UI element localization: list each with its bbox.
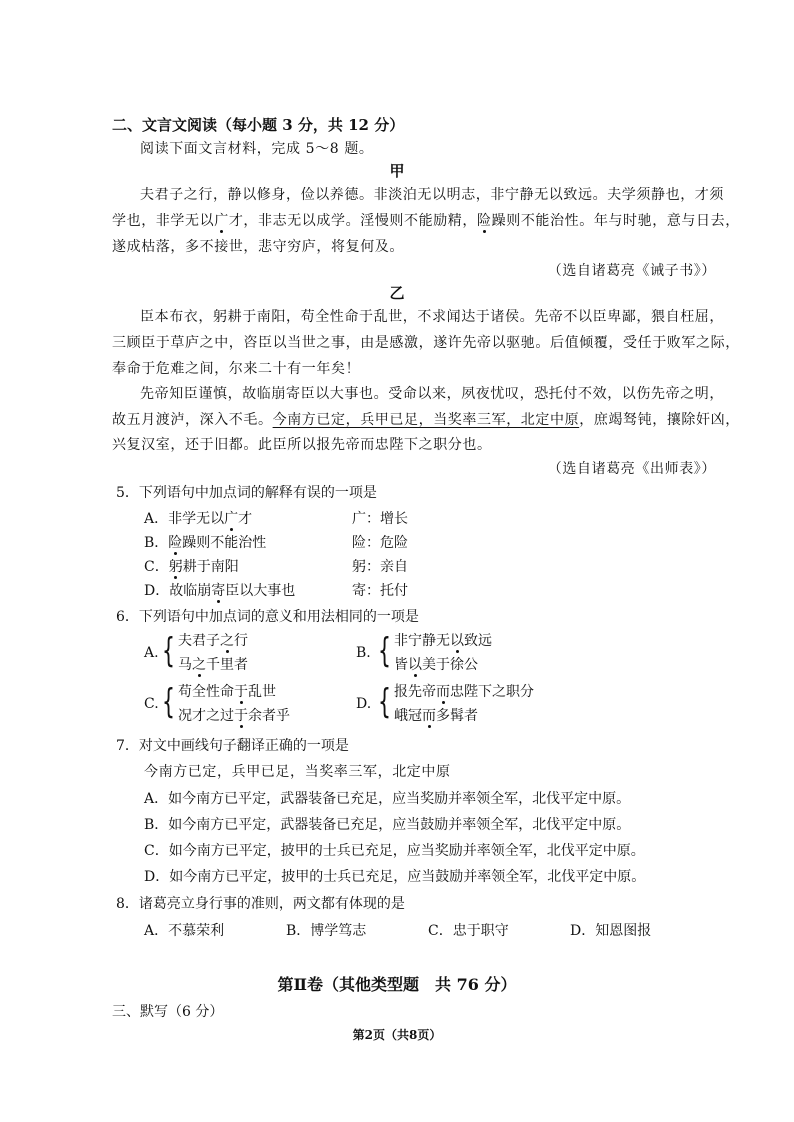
q6-option-c-line2: 况才之过于余者乎 (178, 708, 290, 724)
passage-b-line: 三顾臣于草庐之中，咨臣以当世之事，由是感激，遂许先帝以驱驰。后值倾覆，受任于败军之际， (112, 335, 740, 351)
underlined-sentence: 今南方已定，兵甲已足，当奖率三军，北定中原 (272, 412, 580, 428)
brace-icon: { (162, 682, 175, 722)
question-5-stem: 5．下列语句中加点词的解释有误的一项是 (116, 485, 377, 501)
q7-option-d: D．如今南方已平定，披甲的士兵已充足，应当鼓励并率领全军，北伐平定中原。 (144, 869, 646, 885)
question-6-stem: 6．下列语句中加点词的意义和用法相同的一项是 (116, 609, 419, 625)
dotted-char: 险 (477, 213, 492, 229)
passage-a-line: 夫君子之行，静以修身，俭以养德。非淡泊无以明志，非宁静无以致远。夫学须静也，才须 (140, 187, 724, 203)
passage-b-line: 先帝知臣谨慎，故临崩寄臣以大事也。受命以来，夙夜忧叹，恐托付不效，以伤先帝之明， (140, 386, 724, 402)
q7-option-a: A．如今南方已平定，武器装备已充足，应当奖励并率领全军，北伐平定中原。 (144, 791, 631, 807)
q6-option-d-line1: 报先帝而忠陛下之职分 (394, 684, 534, 700)
q5-option-b: B．险躁则不能治性 (144, 535, 267, 551)
q6-option-d-line2: 峨冠而多髯者 (394, 708, 478, 724)
passage-a-label: 甲 (389, 162, 405, 180)
q5-gloss-c: 躬：亲自 (352, 559, 408, 575)
q6-option-c-line1: 苟全性命于乱世 (178, 684, 276, 700)
brace-icon: { (378, 631, 391, 671)
passage-b-line: 故五月渡泸，深入不毛。今南方已定，兵甲已足，当奖率三军，北定中原，庶竭驽钝，攘除奸凶， (112, 412, 740, 428)
passage-a-line: 学也，非学无以广才，非志无以成学。淫慢则不能励精，险躁则不能治性。年与时驰，意与日去， (112, 213, 740, 229)
q6-option-c-letter: C. (144, 696, 159, 712)
q6-option-b-letter: B. (356, 645, 371, 661)
passage-a-source: （选自诸葛亮《诫子书》） (547, 263, 716, 279)
q5-option-c: C．躬耕于南阳 (144, 559, 239, 575)
q5-option-a: A．非学无以广才 (144, 511, 253, 527)
q5-gloss-a: 广：增长 (352, 511, 408, 527)
q6-option-a-line1: 夫君子之行 (178, 633, 248, 649)
question-8-stem: 8．诸葛亮立身行事的准则，两文都有体现的是 (116, 896, 405, 912)
part-2-heading: 第Ⅱ卷（其他类型题 共 76 分） (277, 975, 517, 994)
q5-gloss-d: 寄：托付 (352, 583, 408, 599)
dotted-char: 广 (214, 213, 229, 229)
passage-b-line: 奉命于危难之间，尔来二十有一年矣！ (112, 361, 361, 377)
passage-a-line: 遂成枯落，多不接世，悲守穷庐，将复何及。 (112, 239, 404, 255)
brace-icon: { (162, 631, 175, 671)
page-number: 第2页（共8页） (352, 1028, 442, 1042)
brace-icon: { (378, 682, 391, 722)
q6-option-b-line2: 皆以美于徐公 (394, 657, 478, 673)
q7-option-b: B．如今南方已平定，武器装备已充足，应当鼓励并率领全军，北伐平定中原。 (144, 817, 631, 833)
q5-option-d: D．故临崩寄臣以大事也 (144, 583, 296, 599)
q8-option-c: C．忠于职守 (428, 923, 509, 939)
passage-b-label: 乙 (389, 284, 405, 302)
question-7-stem: 7．对文中画线句子翻译正确的一项是 (116, 738, 349, 754)
q7-quote: 今南方已定，兵甲已足，当奖率三军，北定中原 (144, 764, 451, 780)
section-heading: 二、文言文阅读（每小题 3 分，共 12 分） (112, 116, 405, 134)
passage-b-source: （选自诸葛亮《出师表》） (547, 461, 716, 477)
q6-option-a-line2: 马之千里者 (178, 657, 248, 673)
q7-option-c: C．如今南方已平定，披甲的士兵已充足，应当奖励并率领全军，北伐平定中原。 (144, 843, 645, 859)
passage-b-line: 臣本布衣，躬耕于南阳，苟全性命于乱世，不求闻达于诸侯。先帝不以臣卑鄙，猥自枉屈， (140, 309, 724, 325)
q6-option-d-letter: D. (356, 696, 372, 712)
section-3-heading: 三、默写（6 分） (112, 1004, 224, 1020)
q5-gloss-b: 险：危险 (352, 535, 408, 551)
instruction-text: 阅读下面文言材料，完成 5～8 题。 (140, 141, 374, 157)
q8-option-b: B．博学笃志 (286, 923, 367, 939)
q8-option-d: D．知恩图报 (570, 923, 652, 939)
passage-b-line: 兴复汉室，还于旧都。此臣所以报先帝而忠陛下之职分也。 (112, 437, 492, 453)
q6-option-a-letter: A. (144, 645, 159, 661)
q6-option-b-line1: 非宁静无以致远 (394, 633, 492, 649)
q8-option-a: A．不慕荣利 (144, 923, 225, 939)
